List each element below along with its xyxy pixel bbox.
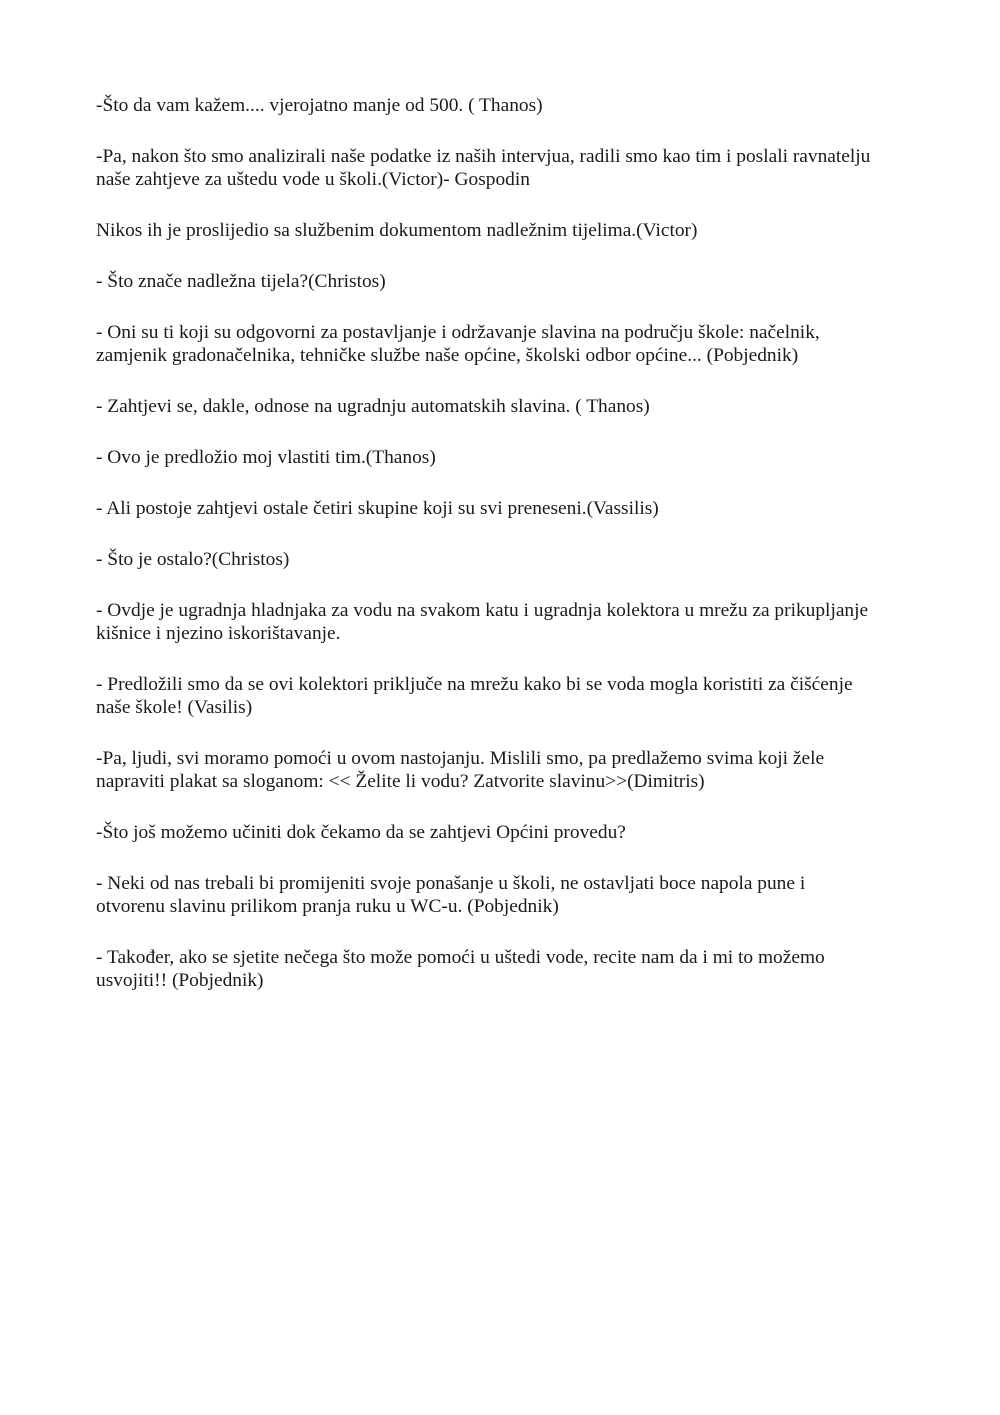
paragraph-15: - Također, ako se sjetite nečega što može pomoći u uštedi vode, recite nam da i mi to možemo usvojiti!! (Pobjednik) xyxy=(96,947,825,991)
paragraph-13: -Što još možemo učiniti dok čekamo da se zahtjevi Općini provedu? xyxy=(96,822,626,843)
paragraph-14: - Neki od nas trebali bi promijeniti svoje ponašanje u školi, ne ostavljati boce napola pune i otvorenu slavinu prilikom pranja ruku u WC-u. (Pobjednik) xyxy=(96,873,806,917)
document-body xyxy=(96,94,916,1020)
paragraph-9: - Što je ostalo?(Christos) xyxy=(96,549,290,570)
paragraph-7: - Ovo je predložio moj vlastiti tim.(Thanos) xyxy=(96,447,436,468)
paragraph-6: - Zahtjevi se, dakle, odnose na ugradnju automatskih slavina. ( Thanos) xyxy=(96,396,650,417)
paragraph-2: -Pa, nakon što smo analizirali naše podatke iz naših intervjua, radili smo kao tim i poslali ravnatelju naše zahtjeve za uštedu vode u školi.(Victor)- Gospodin xyxy=(96,146,871,190)
paragraph-12: -Pa, ljudi, svi moramo pomoći u ovom nastojanju. Mislili smo, pa predlažemo svima koji žele napraviti plakat sa sloganom: << Želite li vodu? Zatvorite slavinu>>(Dimitris) xyxy=(96,748,825,792)
paragraph-10: - Ovdje je ugradnja hladnjaka za vodu na svakom katu i ugradnja kolektora u mrežu za prikupljanje kišnice i njezino iskorištavanje. xyxy=(96,600,869,644)
paragraph-11: - Predložili smo da se ovi kolektori priključe na mrežu kako bi se voda mogla koristiti za čišćenje naše škole! (Vasilis) xyxy=(96,674,853,718)
paragraph-8: - Ali postoje zahtjevi ostale četiri skupine koji su svi preneseni.(Vassilis) xyxy=(96,498,659,519)
paragraph-5: - Oni su ti koji su odgovorni za postavljanje i održavanje slavina na području škole: načelnik, zamjenik gradonačelnika, tehničke službe naše općine, školski odbor općine... (Pobjednik) xyxy=(96,322,820,366)
paragraph-3: Nikos ih je proslijedio sa službenim dokumentom nadležnim tijelima.(Victor) xyxy=(96,220,698,241)
paragraph-1: -Što da vam kažem.... vjerojatno manje od 500. ( Thanos) xyxy=(96,95,543,116)
paragraph-4: - Što znače nadležna tijela?(Christos) xyxy=(96,271,386,292)
